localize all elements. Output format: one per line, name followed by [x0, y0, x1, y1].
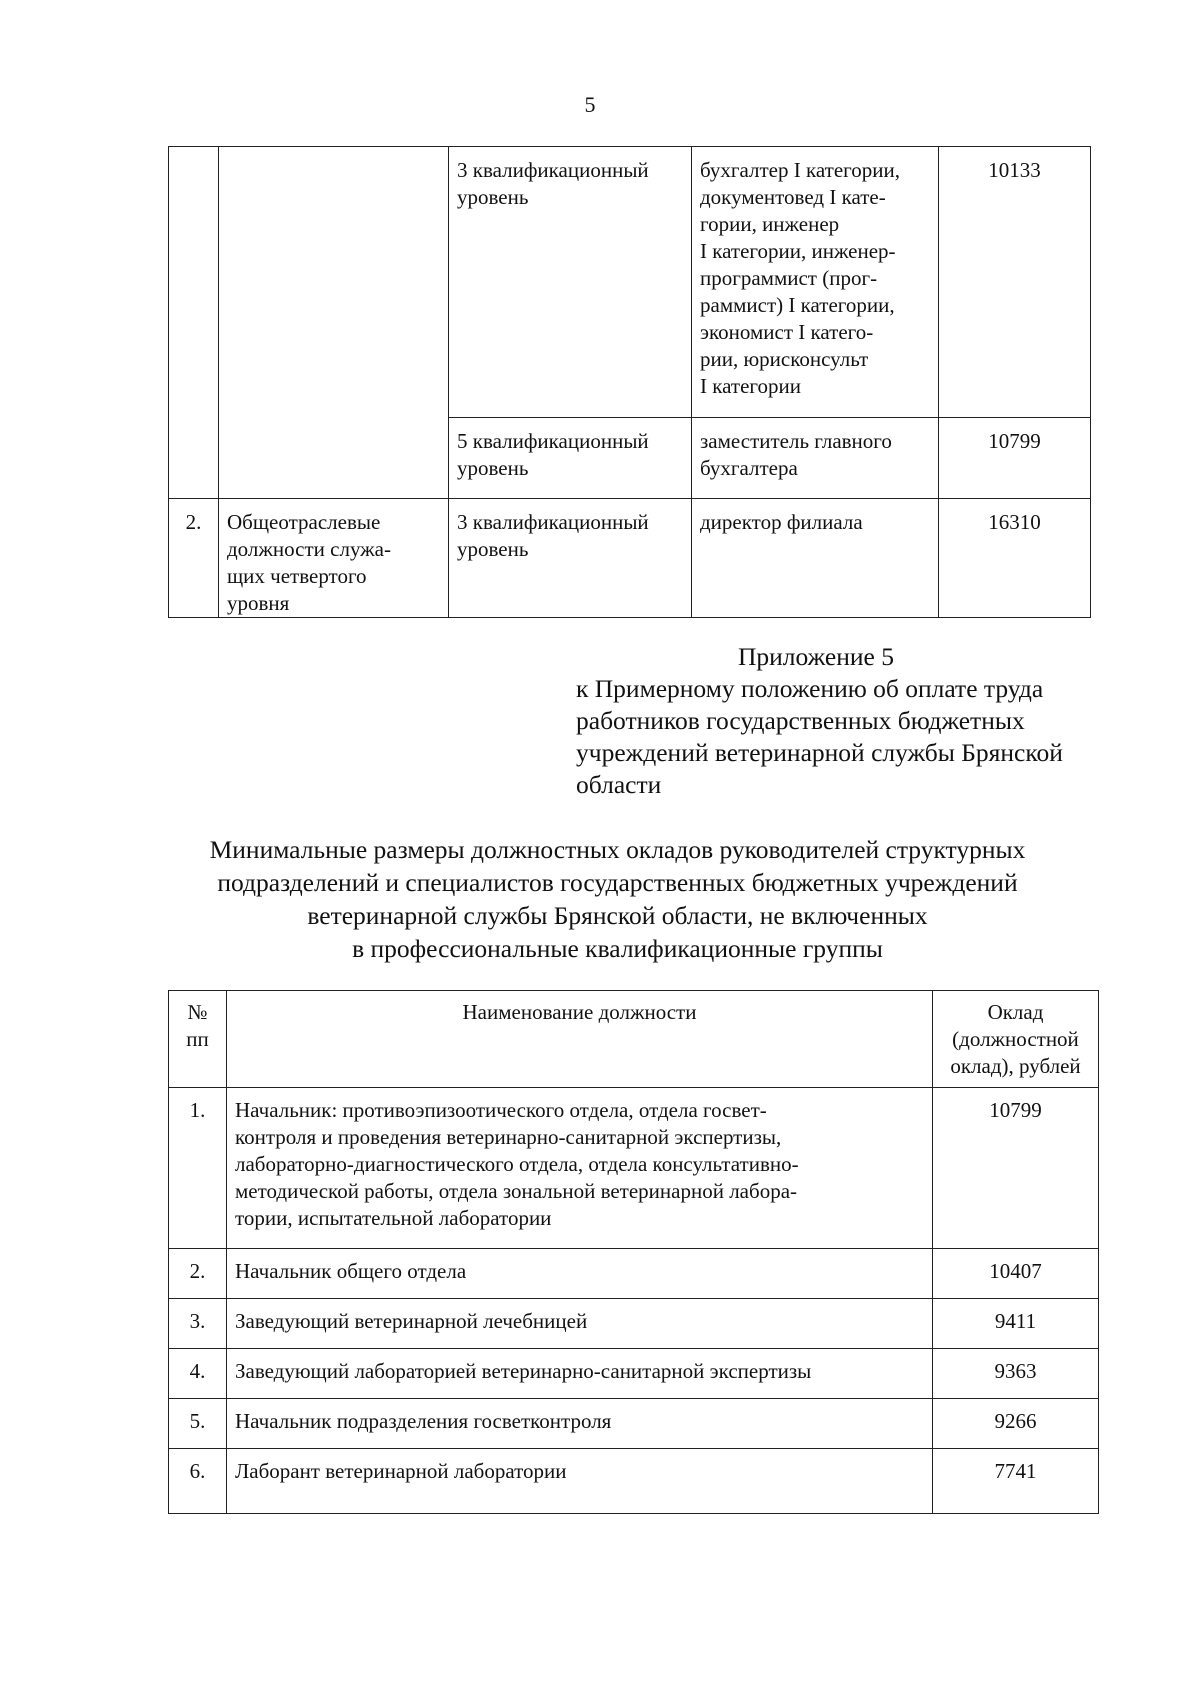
position-name-cell: Заведующий ветеринарной лечебницей [227, 1299, 933, 1349]
salary-cell: 10799 [933, 1088, 1099, 1249]
table-row [169, 1299, 1099, 1349]
position-name-cell: Лаборант ветеринарной лаборатории [227, 1449, 933, 1514]
salary-cell: 10133 [939, 147, 1091, 418]
row-number-cell: 6. [169, 1449, 227, 1514]
positions-cell: бухгалтер I категории, документовед I кате- гории, инженер I категории, инженер- программист (прог- раммист) I категории, экономист I катего- рии, юрисконсульт I категории [692, 147, 939, 418]
heading-line: ветеринарной службы Брянской области, не включенных [307, 901, 928, 930]
header-number: № пп [169, 991, 227, 1088]
position-name-cell: Начальник: противоэпизоотического отдела, отдела госвет- контроля и проведения ветеринарно-санитарной экспертизы, лабораторно-диагностического отдела, отдела консультативно- методической работы, отдела зональной ветеринарной лабора- тории, испытательной лаборатории [227, 1088, 933, 1249]
heading-line: в профессиональные квалификационные группы [352, 934, 883, 963]
positions-cell: директор филиала [692, 499, 939, 618]
group-cell: Общеотраслевые должности служа- щих четвертого уровня [219, 499, 449, 618]
table-row [169, 1349, 1099, 1399]
salary-cell: 9411 [933, 1299, 1099, 1349]
salary-cell: 16310 [939, 499, 1091, 618]
row-number-cell: 4. [169, 1349, 227, 1399]
salary-cell: 9266 [933, 1399, 1099, 1449]
document-heading [150, 833, 1085, 965]
page-number: 5 [584, 92, 596, 117]
minimal-salary-table [168, 990, 1099, 1514]
appendix-line: к Примерному положению об оплате труда [576, 674, 1044, 703]
row-number-cell: 2. [169, 499, 219, 618]
table-row [169, 1399, 1099, 1449]
appendix-line: области [576, 770, 662, 799]
row-number-cell: 2. [169, 1249, 227, 1299]
salary-cell: 10799 [939, 418, 1091, 499]
heading-line: подразделений и специалистов государственных бюджетных учреждений [217, 868, 1018, 897]
salary-cell: 10407 [933, 1249, 1099, 1299]
qualification-salary-table [168, 146, 1091, 618]
row-number-cell: 5. [169, 1399, 227, 1449]
row-number-cell [169, 147, 219, 499]
row-number-cell: 1. [169, 1088, 227, 1249]
position-name-cell: Заведующий лабораторией ветеринарно-санитарной экспертизы [227, 1349, 933, 1399]
header-position-name: Наименование должности [227, 991, 933, 1088]
table-row [169, 1449, 1099, 1514]
appendix-reference [576, 641, 1136, 801]
table-row [169, 147, 1091, 418]
position-name-cell: Начальник подразделения госветконтроля [227, 1399, 933, 1449]
table-row [169, 499, 1091, 618]
group-cell [219, 147, 449, 499]
level-cell: 5 квалификационный уровень [449, 418, 692, 499]
header-salary: Оклад (должностной оклад), рублей [933, 991, 1099, 1088]
level-cell: 3 квалификационный уровень [449, 499, 692, 618]
table-row [169, 1249, 1099, 1299]
row-number-cell: 3. [169, 1299, 227, 1349]
appendix-title: Приложение 5 [738, 642, 894, 671]
table-row [169, 1088, 1099, 1249]
appendix-line: работников государственных бюджетных [576, 706, 1025, 735]
level-cell: 3 квалификационный уровень [449, 147, 692, 418]
salary-cell: 9363 [933, 1349, 1099, 1399]
table-header-row [169, 991, 1099, 1088]
position-name-cell: Начальник общего отдела [227, 1249, 933, 1299]
appendix-line: учреждений ветеринарной службы Брянской [576, 738, 1063, 767]
salary-cell: 7741 [933, 1449, 1099, 1514]
heading-line: Минимальные размеры должностных окладов руководителей структурных [209, 835, 1026, 864]
positions-cell: заместитель главного бухгалтера [692, 418, 939, 499]
